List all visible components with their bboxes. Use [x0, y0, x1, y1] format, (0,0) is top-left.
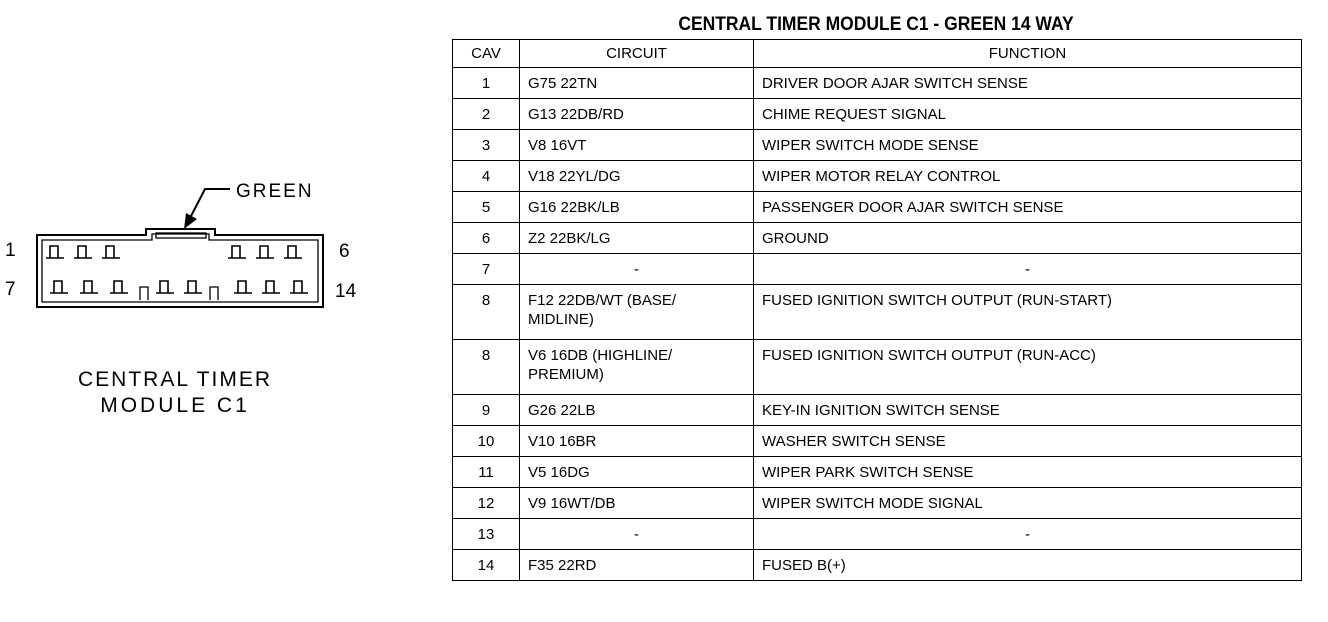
- cav-cell: 8: [453, 285, 520, 340]
- table-row: [453, 340, 1302, 395]
- circuit-cell: V18 22YL/DG: [520, 161, 754, 192]
- cav-cell: 7: [453, 254, 520, 285]
- table-title: CENTRAL TIMER MODULE C1 - GREEN 14 WAY: [678, 14, 1074, 35]
- function-cell: WIPER PARK SWITCH SENSE: [754, 457, 1302, 488]
- function-cell: DRIVER DOOR AJAR SWITCH SENSE: [754, 68, 1302, 99]
- header-function: FUNCTION: [754, 40, 1302, 68]
- keying-ribs: [140, 287, 218, 300]
- table-row: [453, 68, 1302, 99]
- circuit-line-1: V6 16DB (HIGHLINE/: [528, 347, 673, 364]
- table-row: [453, 130, 1302, 161]
- connector-housing: [37, 229, 323, 307]
- cav-cell: 12: [453, 488, 520, 519]
- circuit-cell: -: [520, 254, 754, 285]
- terminal-12: [234, 281, 252, 293]
- terminal-7: [50, 281, 68, 293]
- terminal-1: [46, 246, 64, 258]
- function-cell: KEY-IN IGNITION SWITCH SENSE: [754, 395, 1302, 426]
- cav-cell: 4: [453, 161, 520, 192]
- cav-cell: 13: [453, 519, 520, 550]
- cav-cell: 14: [453, 550, 520, 581]
- connector-drawing: [0, 0, 440, 622]
- circuit-cell: [520, 340, 754, 395]
- terminal-8: [80, 281, 98, 293]
- terminal-3: [102, 246, 120, 258]
- function-cell: -: [754, 519, 1302, 550]
- terminal-4: [228, 246, 246, 258]
- cav-cell: 2: [453, 99, 520, 130]
- cav-cell: 10: [453, 426, 520, 457]
- table-row: [453, 550, 1302, 581]
- pin-label-14: 14: [335, 281, 357, 302]
- cav-cell: 9: [453, 395, 520, 426]
- function-cell: FUSED IGNITION SWITCH OUTPUT (RUN-ACC): [754, 340, 1302, 395]
- table-row: [453, 99, 1302, 130]
- circuit-line-2: PREMIUM): [528, 366, 604, 383]
- table-row: [453, 519, 1302, 550]
- terminal-14: [290, 281, 308, 293]
- function-cell: GROUND: [754, 223, 1302, 254]
- circuit-cell: V9 16WT/DB: [520, 488, 754, 519]
- circuit-cell: V10 16BR: [520, 426, 754, 457]
- function-cell: WIPER SWITCH MODE SENSE: [754, 130, 1302, 161]
- connector-color-label: GREEN: [236, 181, 314, 202]
- connector-caption: [40, 367, 310, 419]
- function-cell: WASHER SWITCH SENSE: [754, 426, 1302, 457]
- function-cell: FUSED IGNITION SWITCH OUTPUT (RUN-START): [754, 285, 1302, 340]
- table-row: [453, 192, 1302, 223]
- cav-cell: 6: [453, 223, 520, 254]
- function-cell: CHIME REQUEST SIGNAL: [754, 99, 1302, 130]
- table-row: [453, 488, 1302, 519]
- header-cav: CAV: [453, 40, 520, 68]
- terminal-6: [284, 246, 302, 258]
- terminal-2: [74, 246, 92, 258]
- cav-cell: 8: [453, 340, 520, 395]
- circuit-line-2: MIDLINE): [528, 311, 594, 328]
- pin-label-7: 7: [5, 279, 16, 300]
- function-cell: FUSED B(+): [754, 550, 1302, 581]
- circuit-cell: G16 22BK/LB: [520, 192, 754, 223]
- cav-cell: 1: [453, 68, 520, 99]
- bottom-row-terminals: [50, 281, 308, 293]
- table-row: [453, 285, 1302, 340]
- function-cell: PASSENGER DOOR AJAR SWITCH SENSE: [754, 192, 1302, 223]
- function-cell: WIPER MOTOR RELAY CONTROL: [754, 161, 1302, 192]
- cav-cell: 3: [453, 130, 520, 161]
- top-row-terminals: [46, 246, 302, 258]
- terminal-13: [262, 281, 280, 293]
- function-cell: -: [754, 254, 1302, 285]
- circuit-cell: -: [520, 519, 754, 550]
- pin-label-6: 6: [339, 241, 350, 262]
- circuit-cell: G26 22LB: [520, 395, 754, 426]
- caption-line-1: CENTRAL TIMER: [77, 368, 273, 391]
- connector-diagram: [0, 0, 440, 622]
- terminal-11: [184, 281, 202, 293]
- pinout-table: [452, 39, 1302, 581]
- leader-arrow-line: [190, 189, 230, 218]
- circuit-cell: V5 16DG: [520, 457, 754, 488]
- terminal-9: [110, 281, 128, 293]
- cav-cell: 5: [453, 192, 520, 223]
- circuit-line-1: F12 22DB/WT (BASE/: [528, 292, 677, 309]
- table-header-row: [453, 40, 1302, 68]
- table-row: [453, 426, 1302, 457]
- table-row: [453, 223, 1302, 254]
- circuit-cell: G13 22DB/RD: [520, 99, 754, 130]
- table-row: [453, 457, 1302, 488]
- circuit-cell: G75 22TN: [520, 68, 754, 99]
- caption-line-2: MODULE C1: [100, 394, 250, 417]
- function-cell: WIPER SWITCH MODE SIGNAL: [754, 488, 1302, 519]
- circuit-cell: F35 22RD: [520, 550, 754, 581]
- table-row: [453, 254, 1302, 285]
- cav-cell: 11: [453, 457, 520, 488]
- terminal-5: [256, 246, 274, 258]
- circuit-cell: Z2 22BK/LG: [520, 223, 754, 254]
- table-row: [453, 161, 1302, 192]
- circuit-cell: [520, 285, 754, 340]
- table-row: [453, 395, 1302, 426]
- pin-label-1: 1: [5, 240, 16, 261]
- circuit-cell: V8 16VT: [520, 130, 754, 161]
- terminal-10: [156, 281, 174, 293]
- header-circuit: CIRCUIT: [520, 40, 754, 68]
